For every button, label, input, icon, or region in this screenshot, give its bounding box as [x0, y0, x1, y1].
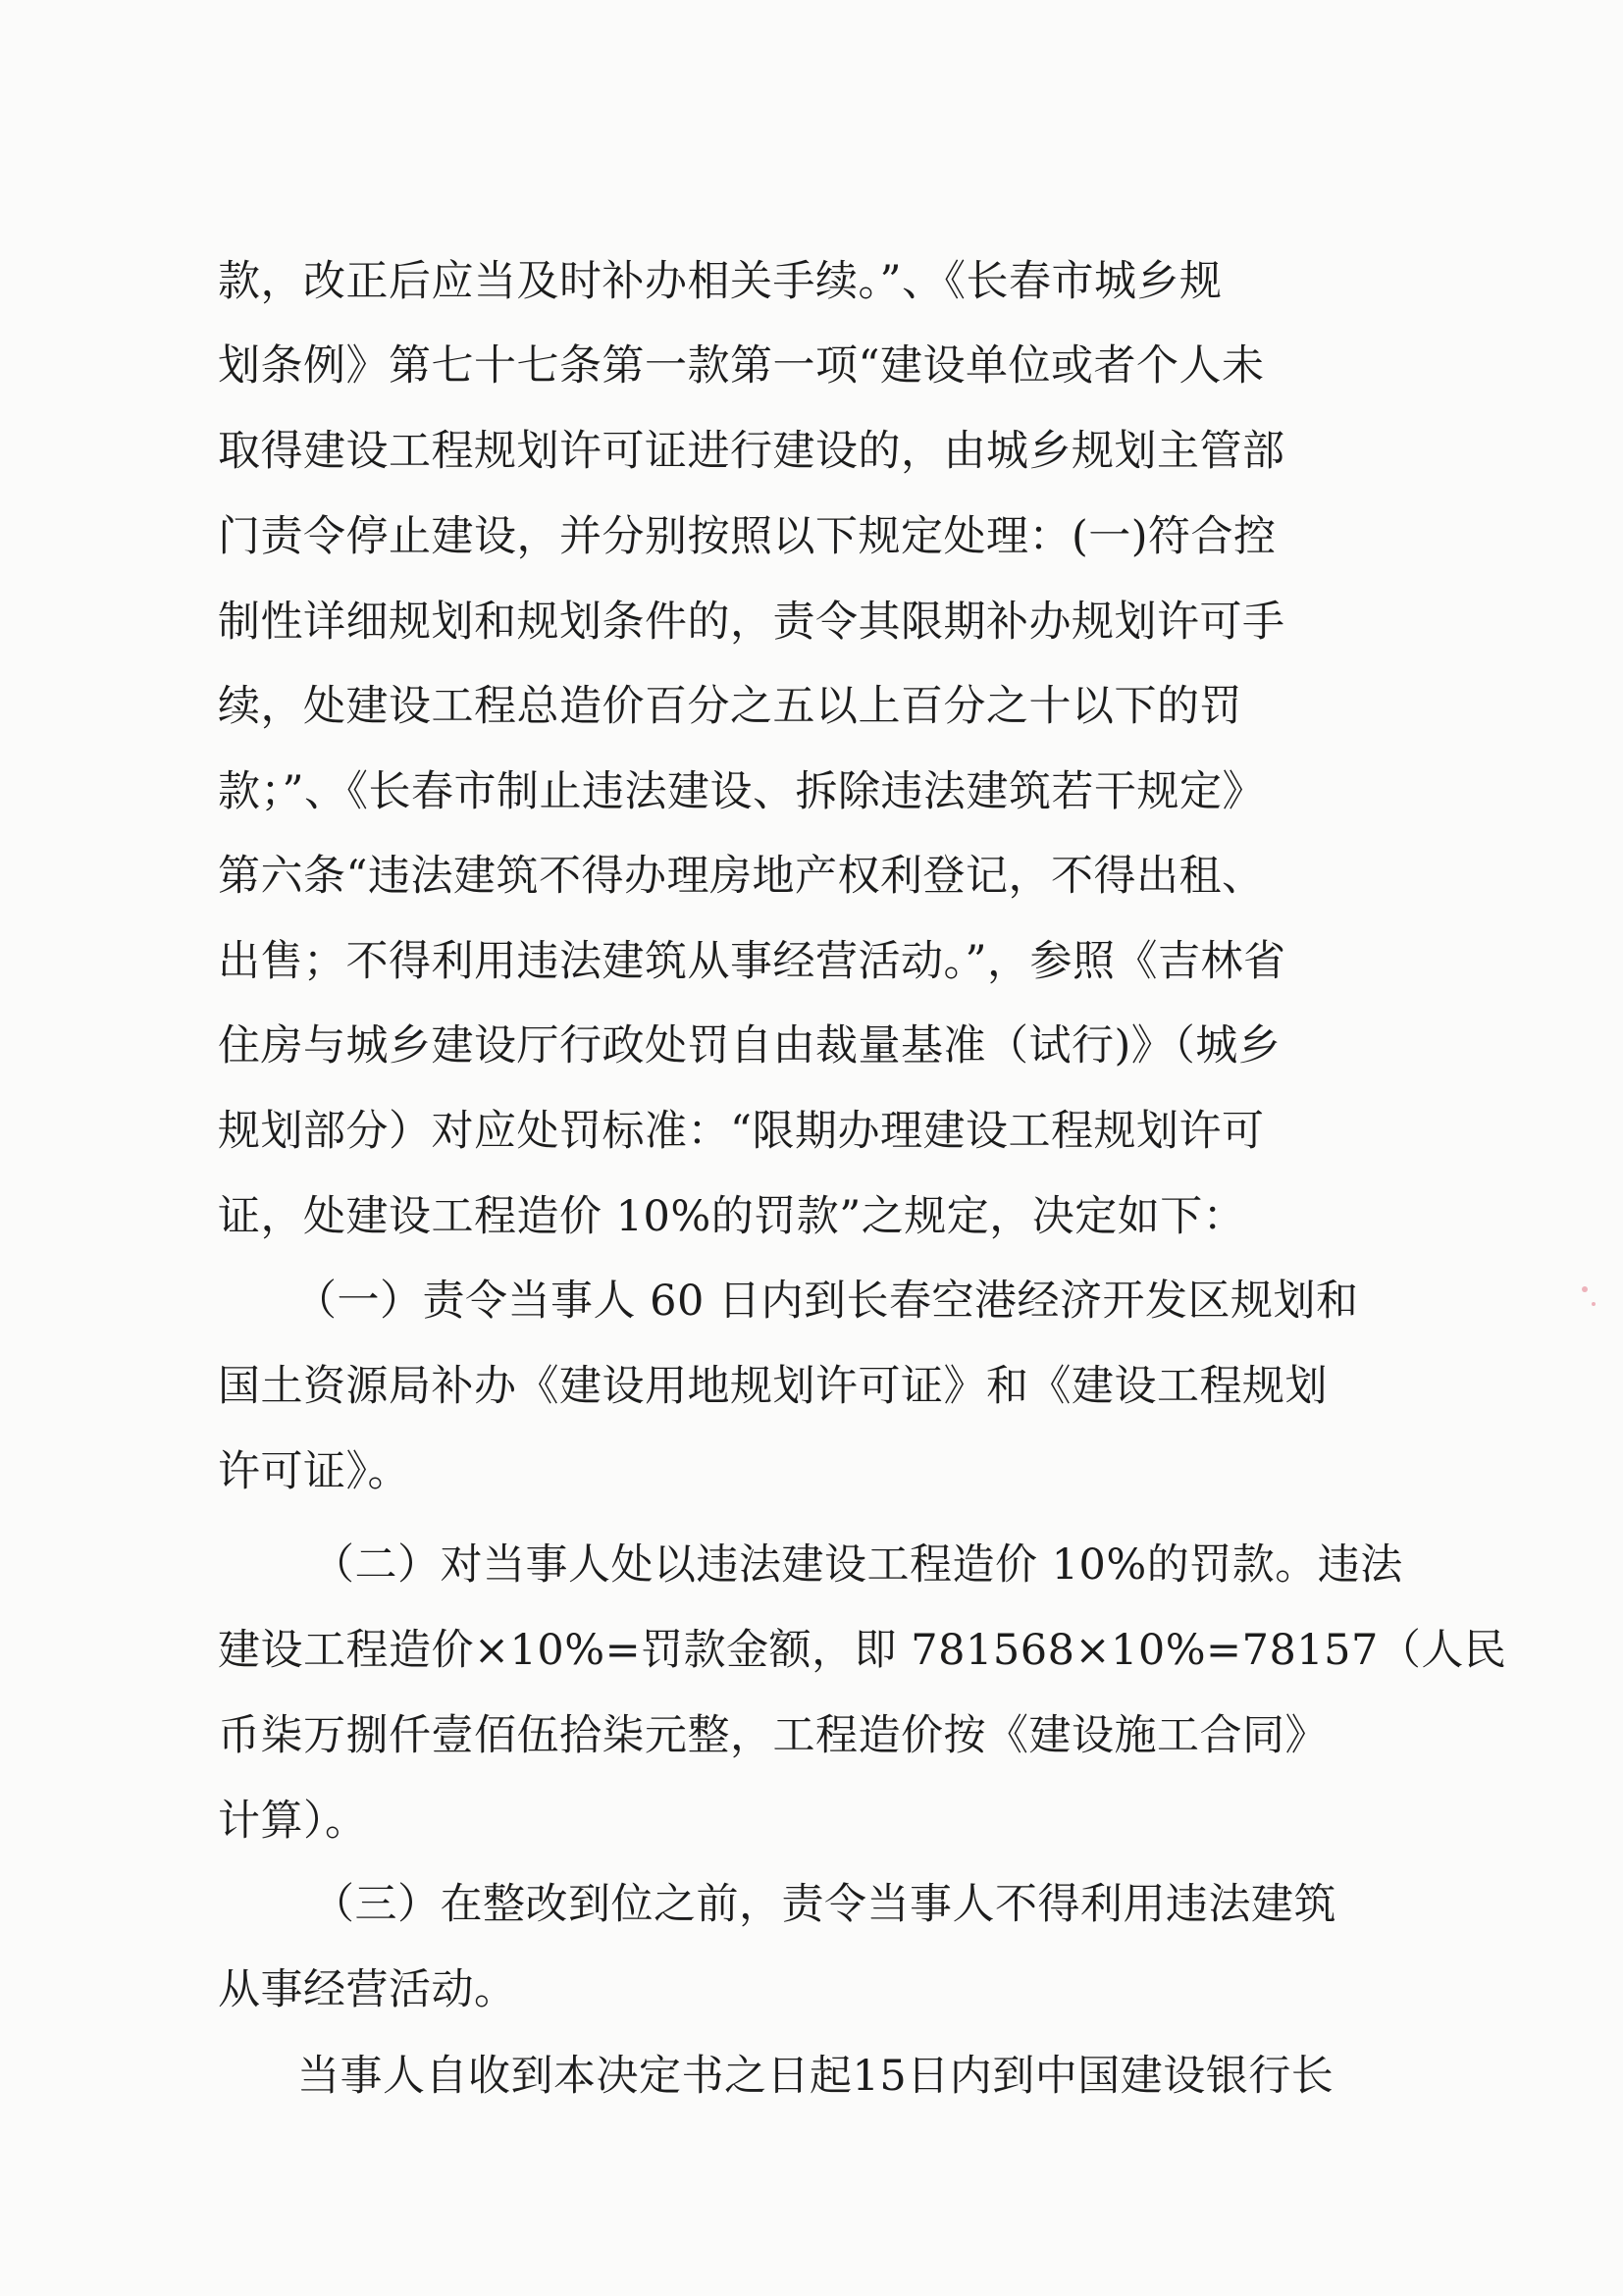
text-line-4: 门责令停止建设，并分别按照以下规定处理：(一)符合控: [218, 512, 1277, 561]
text-line-8: 第六条“违法建筑不得办理房地产权利登记，不得出租、: [218, 852, 1265, 901]
text-line-18: 币柒万捌仟壹佰伍拾柒元整，工程造价按《建设施工合同》: [218, 1711, 1328, 1760]
text-line-14: 国土资源局补办《建设用地规划许可证》和《建设工程规划: [218, 1362, 1328, 1411]
text-line-20: （三）在整改到位之前，责令当事人不得利用违法建筑: [312, 1880, 1336, 1929]
text-line-17: 建设工程造价×10%=罚款金额，即 781568×10%=78157（人民: [218, 1626, 1507, 1675]
text-line-9: 出售；不得利用违法建筑从事经营活动。”，参照《吉林省: [218, 937, 1286, 986]
text-line-16: （二）对当事人处以违法建设工程造价 10%的罚款。违法: [312, 1540, 1403, 1590]
text-line-21: 从事经营活动。: [218, 1965, 517, 2014]
text-line-19: 计算）。: [218, 1797, 368, 1846]
text-line-1: 款，改正后应当及时补办相关手续。”、《长春市城乡规: [218, 257, 1223, 306]
text-line-5: 制性详细规划和规划条件的，责令其限期补办规划许可手: [218, 598, 1285, 647]
scan-mark: [1582, 1286, 1588, 1292]
text-line-12: 证，处建设工程造价 10%的罚款”之规定，决定如下：: [218, 1192, 1246, 1241]
text-line-7: 款；”、《长春市制止违法建设、拆除违法建筑若干规定》: [218, 767, 1265, 816]
text-line-3: 取得建设工程规划许可证进行建设的，由城乡规划主管部: [218, 427, 1285, 476]
text-line-6: 续，处建设工程总造价百分之五以上百分之十以下的罚: [218, 682, 1242, 731]
text-line-10: 住房与城乡建设厅行政处罚自由裁量基准（试行)》（城乡: [218, 1021, 1282, 1070]
text-line-2: 划条例》第七十七条第一款第一项“建设单位或者个人未: [218, 341, 1265, 391]
scan-mark: [1592, 1302, 1596, 1306]
text-line-11: 规划部分）对应处罚标准：“限期办理建设工程规划许可: [218, 1107, 1265, 1156]
text-line-13: （一）责令当事人 60 日内到长春空港经济开发区规划和: [294, 1277, 1359, 1326]
text-line-22: 当事人自收到本决定书之日起15日内到中国建设银行长: [297, 2052, 1335, 2101]
text-line-15: 许可证》。: [218, 1447, 410, 1496]
